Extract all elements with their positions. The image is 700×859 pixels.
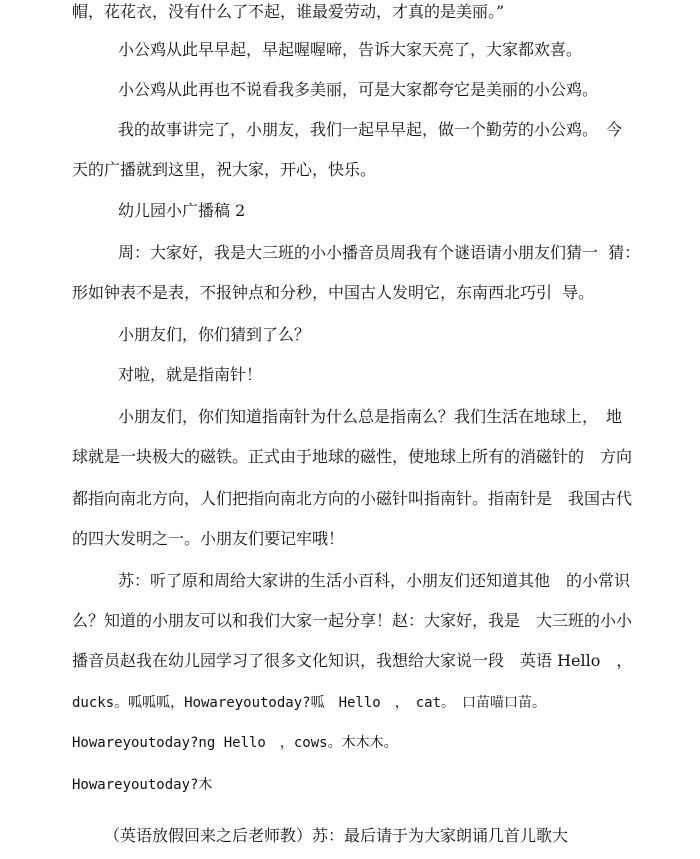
paragraph-line-3: 小公鸡从此再也不说看我多美丽，可是大家都夸它是美丽的小公鸡。 (118, 80, 599, 99)
paragraph-line-16: 播音员赵我在幼儿园学习了很多文化知识，我想给大家说一段 英语 Hello ， (72, 651, 633, 670)
paragraph-line-11: 球就是一块极大的磁铁。正式由于地球的磁性，使地球上所有的消磁针的 方向 (72, 447, 633, 466)
paragraph-line-14: 苏：听了原和周给大家讲的生活小百科，小朋友们还知道其他 的小常识 (118, 571, 631, 590)
paragraph-line-20: （英语放假回来之后老师教）苏：最后请于为大家朗诵几首儿歌大 (104, 826, 569, 845)
paragraph-line-8: 小朋友们，你们猜到了么？ (118, 325, 311, 344)
paragraph-line-9: 对啦，就是指南针！ (118, 365, 263, 384)
section-title: 幼儿园小广播稿 2 (118, 201, 246, 220)
paragraph-line-2: 小公鸡从此早早起，早起喔喔啼，告诉大家天亮了，大家都欢喜。 (118, 40, 583, 59)
paragraph-line-13: 的四大发明之一。小朋友们要记牢哦！ (72, 529, 345, 548)
paragraph-line-12: 都指向南北方向，人们把指向南北方向的小磁针叫指南针。指南针是 我国古代 (72, 489, 633, 508)
paragraph-line-15: 么？知道的小朋友可以和我们大家一起分享！赵：大家好，我是 大三班的小小 (72, 611, 633, 630)
paragraph-line-6: 周：大家好，我是大三班的小小播音员周我有个谜语请小朋友们猜一 猜： (118, 243, 641, 262)
paragraph-line-18: Howareyoutoday?ng Hello ，cows。木木木。 (72, 735, 398, 751)
paragraph-line-7: 形如钟表不是表，不报钟点和分秒，中国古人发明它，东南西北巧引 导。 (72, 283, 595, 302)
paragraph-line-17: ducks。呱呱呱，Howareyoutoday?呱 Hello ， cat。 口苗喵口苗。 (72, 695, 547, 711)
paragraph-line-4: 我的故事讲完了，小朋友，我们一起早早起，做一个勤劳的小公鸡。 今 (118, 120, 623, 139)
paragraph-line-10: 小朋友们，你们知道指南针为什么总是指南么？我们生活在地球上， 地 (118, 407, 623, 426)
paragraph-line-1: 帽，花花衣，没有什么了不起，谁最爱劳动，才真的是美丽。” (72, 2, 505, 21)
paragraph-line-19: Howareyoutoday?木 (72, 777, 213, 793)
paragraph-line-5: 天的广播就到这里，祝大家，开心，快乐。 (72, 160, 377, 179)
